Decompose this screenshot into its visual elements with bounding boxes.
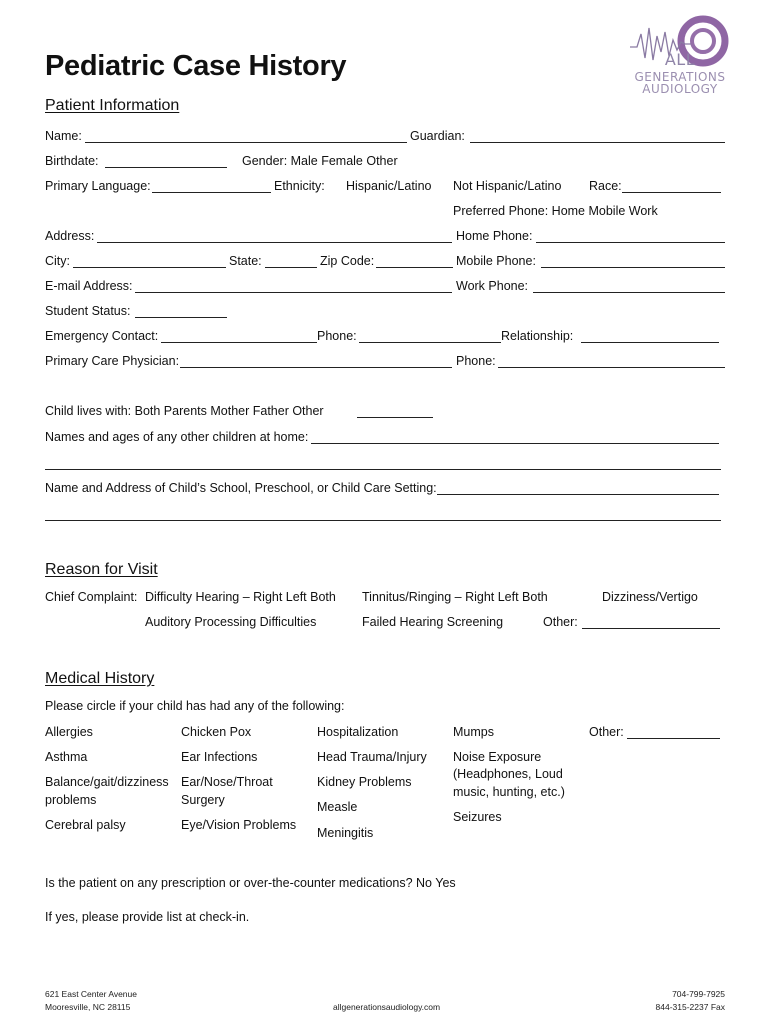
work-phone-label: Work Phone: xyxy=(456,279,529,293)
logo-word-all: ALL xyxy=(664,50,696,69)
mobile-phone-field[interactable] xyxy=(541,267,725,268)
pcp-phone-label: Phone: xyxy=(456,354,496,368)
guardian-field[interactable] xyxy=(470,142,725,143)
preferred-phone-options[interactable]: Preferred Phone: Home Mobile Work xyxy=(453,204,658,218)
condition-eye-vision[interactable]: Eye/Vision Problems xyxy=(181,818,297,832)
home-phone-label: Home Phone: xyxy=(456,229,533,243)
medical-other-field[interactable] xyxy=(627,738,720,739)
footer-fax: 844-315-2237 Fax xyxy=(655,1002,725,1012)
gender-options[interactable]: Gender: Male Female Other xyxy=(242,154,398,168)
condition-balance[interactable]: Balance/gait/dizziness xyxy=(45,775,169,789)
condition-ent-surgery[interactable]: Ear/Nose/Throat xyxy=(181,775,273,789)
zip-field[interactable] xyxy=(376,267,453,268)
condition-measle[interactable]: Measle xyxy=(317,800,358,814)
state-label: State: xyxy=(229,254,262,268)
footer-address-line2: Mooresville, NC 28115 xyxy=(45,1002,131,1012)
chief-complaint-label: Chief Complaint: xyxy=(45,590,138,604)
company-logo xyxy=(625,14,735,100)
section-heading-patient: Patient Information xyxy=(45,97,180,114)
tinnitus-option[interactable]: Tinnitus/Ringing – Right Left Both xyxy=(362,590,548,604)
student-status-label: Student Status: xyxy=(45,304,131,318)
address-field[interactable] xyxy=(97,242,452,243)
condition-seizures[interactable]: Seizures xyxy=(453,810,502,824)
student-status-field[interactable] xyxy=(135,317,227,318)
name-field[interactable] xyxy=(85,142,407,143)
emergency-phone-field[interactable] xyxy=(359,342,501,343)
reason-other-label: Other: xyxy=(543,615,578,629)
pcp-phone-field[interactable] xyxy=(498,367,725,368)
logo-word-generations: GENERATIONS xyxy=(634,70,726,84)
emergency-phone-label: Phone: xyxy=(317,329,357,343)
condition-noise-exposure[interactable]: Noise Exposure xyxy=(453,750,542,764)
condition-ear-infections[interactable]: Ear Infections xyxy=(181,750,258,764)
email-field[interactable] xyxy=(135,292,452,293)
emergency-contact-field[interactable] xyxy=(161,342,317,343)
pcp-label: Primary Care Physician: xyxy=(45,354,180,368)
primary-language-field[interactable] xyxy=(152,192,271,193)
auditory-processing-option[interactable]: Auditory Processing Difficulties xyxy=(145,615,317,629)
school-field-line2[interactable] xyxy=(45,520,721,521)
medical-instruction: Please circle if your child has had any of the following: xyxy=(45,699,345,713)
guardian-label: Guardian: xyxy=(410,129,465,143)
medical-other-label: Other: xyxy=(589,725,624,739)
mobile-phone-label: Mobile Phone: xyxy=(456,254,536,268)
relationship-field[interactable] xyxy=(581,342,719,343)
logo-word-audiology: AUDIOLOGY xyxy=(642,82,718,96)
city-label: City: xyxy=(45,254,70,268)
child-lives-other-field[interactable] xyxy=(357,417,433,418)
other-children-field[interactable] xyxy=(311,443,719,444)
page-title: Pediatric Case History xyxy=(45,50,347,82)
relationship-label: Relationship: xyxy=(501,329,574,343)
difficulty-hearing-option[interactable]: Difficulty Hearing – Right Left Both xyxy=(145,590,336,604)
condition-asthma[interactable]: Asthma xyxy=(45,750,88,764)
school-field[interactable] xyxy=(437,494,719,495)
email-label: E-mail Address: xyxy=(45,279,133,293)
footer-address-line1: 621 East Center Avenue xyxy=(45,989,137,999)
medications-note: If yes, please provide list at check-in. xyxy=(45,910,250,924)
condition-kidney[interactable]: Kidney Problems xyxy=(317,775,412,789)
condition-meningitis[interactable]: Meningitis xyxy=(317,826,374,840)
school-label: Name and Address of Child’s School, Preschool, or Child Care Setting: xyxy=(45,481,437,495)
condition-cerebral-palsy[interactable]: Cerebral palsy xyxy=(45,818,126,832)
work-phone-field[interactable] xyxy=(533,292,725,293)
condition-balance-line2[interactable]: problems xyxy=(45,793,97,807)
condition-head-trauma[interactable]: Head Trauma/Injury xyxy=(317,750,427,764)
race-field[interactable] xyxy=(622,192,721,193)
birthdate-label: Birthdate: xyxy=(45,154,99,168)
name-label: Name: xyxy=(45,129,82,143)
section-heading-medical: Medical History xyxy=(45,670,155,687)
condition-allergies[interactable]: Allergies xyxy=(45,725,93,739)
reason-other-field[interactable] xyxy=(582,628,720,629)
city-field[interactable] xyxy=(73,267,226,268)
other-children-label: Names and ages of any other children at home: xyxy=(45,430,309,444)
child-lives-with-options[interactable]: Child lives with: Both Parents Mother Father Other xyxy=(45,404,324,418)
address-label: Address: xyxy=(45,229,95,243)
condition-ent-surgery-line2[interactable]: Surgery xyxy=(181,793,225,807)
race-label: Race: xyxy=(589,179,622,193)
section-heading-reason: Reason for Visit xyxy=(45,561,158,578)
ethnicity-not-hispanic[interactable]: Not Hispanic/Latino xyxy=(453,179,562,193)
condition-noise-exposure-line2[interactable]: (Headphones, Loud xyxy=(453,767,563,781)
condition-mumps[interactable]: Mumps xyxy=(453,725,494,739)
medications-question[interactable]: Is the patient on any prescription or over-the-counter medications? No Yes xyxy=(45,876,456,890)
condition-chicken-pox[interactable]: Chicken Pox xyxy=(181,725,252,739)
state-field[interactable] xyxy=(265,267,317,268)
birthdate-field[interactable] xyxy=(105,167,227,168)
footer-website[interactable]: allgenerationsaudiology.com xyxy=(333,1002,441,1012)
footer-phone: 704-799-7925 xyxy=(672,989,725,999)
failed-screening-option[interactable]: Failed Hearing Screening xyxy=(362,615,504,629)
ethnicity-label: Ethnicity: xyxy=(274,179,325,193)
ethnicity-hispanic[interactable]: Hispanic/Latino xyxy=(346,179,432,193)
zip-label: Zip Code: xyxy=(320,254,375,268)
emergency-contact-label: Emergency Contact: xyxy=(45,329,159,343)
dizziness-option[interactable]: Dizziness/Vertigo xyxy=(602,590,698,604)
home-phone-field[interactable] xyxy=(536,242,725,243)
condition-noise-exposure-line3[interactable]: music, hunting, etc.) xyxy=(453,785,565,799)
other-children-field-line2[interactable] xyxy=(45,469,721,470)
condition-hospitalization[interactable]: Hospitalization xyxy=(317,725,399,739)
primary-language-label: Primary Language: xyxy=(45,179,151,193)
pcp-field[interactable] xyxy=(180,367,452,368)
